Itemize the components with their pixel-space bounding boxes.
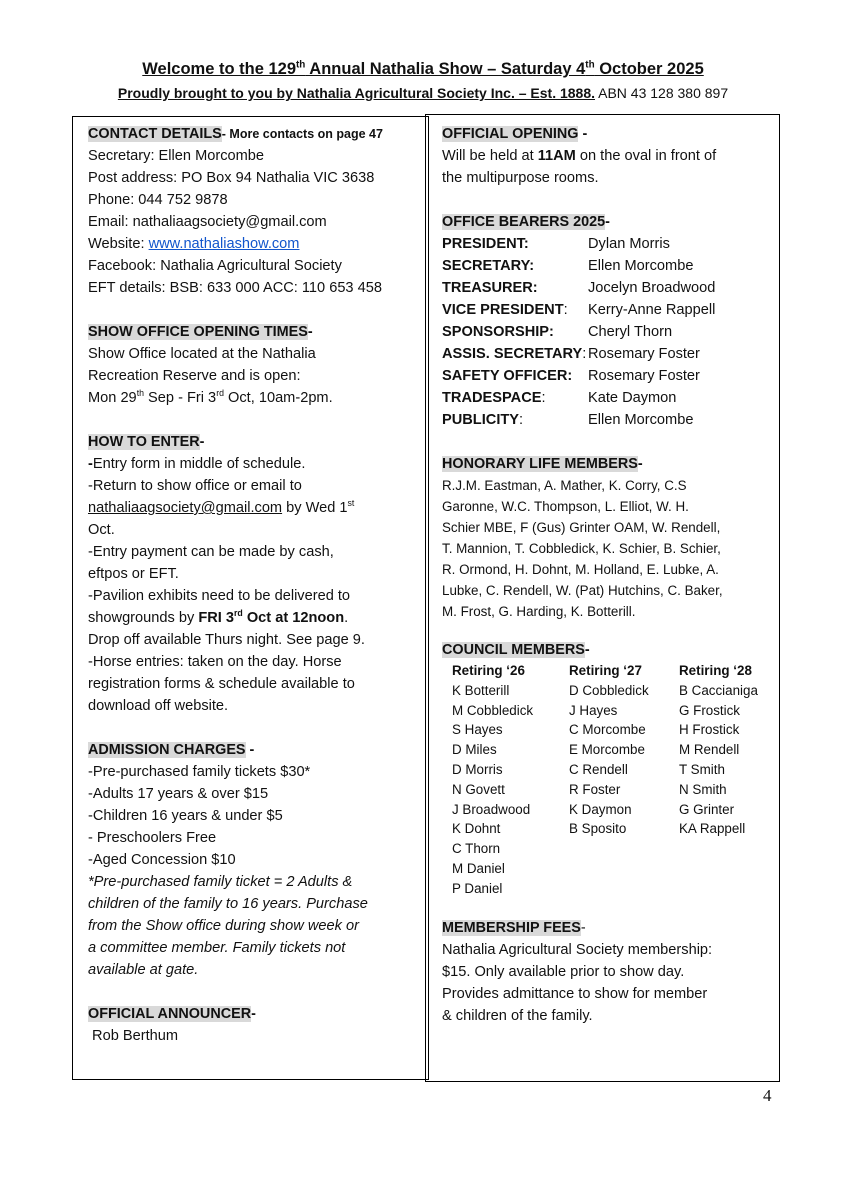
enter-line: -Return to show office or email to: [88, 478, 302, 494]
office-line: Show Office located at the Nathalia: [88, 346, 316, 362]
enter-line: nathaliaagsociety@gmail.com by Wed 1st: [88, 498, 355, 516]
office-heading: SHOW OFFICE OPENING TIMES-: [88, 324, 313, 340]
office-bearer-row: [442, 409, 779, 431]
contact-website: Website: www.nathaliashow.com: [88, 236, 300, 252]
office-bearer-name: Rosemary Foster: [588, 346, 700, 362]
enter-line: Oct.: [88, 522, 115, 538]
council-member: S Hayes: [452, 722, 503, 738]
council-column-header: Retiring ‘26: [452, 663, 525, 678]
council-member: G Frostick: [679, 702, 741, 718]
office-line: Recreation Reserve and is open:: [88, 368, 301, 384]
right-column: [425, 114, 780, 1082]
council-column: [679, 661, 779, 899]
contact-post: Post address: PO Box 94 Nathalia VIC 3638: [88, 170, 375, 186]
office-bearer-row: [442, 365, 779, 387]
office-bearer-role: ASSIS. SECRETARY:: [442, 346, 587, 362]
office-bearer-row: [442, 387, 779, 409]
left-column: [72, 116, 429, 1080]
office-bearer-name: Dylan Morris: [588, 236, 670, 252]
admission-note: available at gate.: [88, 962, 199, 978]
office-bearer-role: PUBLICITY:: [442, 412, 524, 428]
honorary-heading: HONORARY LIFE MEMBERS-: [442, 456, 643, 472]
office-bearer-row: [442, 277, 779, 299]
announcer-name: Rob Berthum: [88, 1028, 179, 1044]
admission-note: a committee member. Family tickets not: [88, 940, 346, 956]
council-member: B Caccianiga: [679, 682, 758, 698]
office-bearer-role: TRADESPACE:: [442, 390, 546, 406]
council-member: C Morcombe: [569, 722, 646, 738]
office-bearer-name: Ellen Morcombe: [588, 258, 694, 274]
bearers-heading: OFFICE BEARERS 2025-: [442, 214, 610, 230]
membership-line: Provides admittance to show for member: [442, 985, 708, 1002]
council-member: D Miles: [452, 742, 497, 758]
opening-line: the multipurpose rooms.: [442, 170, 599, 186]
council-member: K Botterill: [452, 682, 510, 698]
office-bearer-role: SAFETY OFFICER:: [442, 368, 573, 384]
office-bearer-role: SPONSORSHIP:: [442, 324, 554, 340]
admission-heading: ADMISSION CHARGES -: [88, 742, 255, 758]
council-table: [452, 661, 779, 899]
office-bearer-row: [442, 255, 779, 277]
council-member: N Govett: [452, 781, 505, 797]
office-hours: Mon 29th Sep - Fri 3rd Oct, 10am-2pm.: [88, 388, 333, 406]
enter-line: -Horse entries: taken on the day. Horse: [88, 654, 342, 670]
council-column-header: Retiring ‘27: [569, 663, 642, 678]
office-bearer-name: Jocelyn Broadwood: [588, 280, 716, 296]
page-title: Welcome to the 129th Annual Nathalia Show – Saturday 4th October 2025: [142, 59, 704, 78]
honorary-line: Lubke, C. Rendell, W. (Pat) Hutchins, C. Baker,: [442, 583, 723, 598]
enter-line: download off website.: [88, 698, 229, 714]
membership-line: $15. Only available prior to show day.: [442, 963, 685, 980]
enter-line: -Entry form in middle of schedule.: [88, 456, 306, 472]
office-bearer-row: [442, 321, 779, 343]
contact-facebook: Facebook: Nathalia Agricultural Society: [88, 258, 342, 274]
office-bearer-row: [442, 233, 779, 255]
office-bearer-role: TREASURER:: [442, 280, 538, 296]
office-bearer-name: Ellen Morcombe: [588, 412, 694, 428]
council-member: H Frostick: [679, 722, 740, 738]
admission-item: -Children 16 years & under $5: [88, 808, 283, 824]
admission-item: -Adults 17 years & over $15: [88, 786, 269, 802]
council-member: D Cobbledick: [569, 682, 649, 698]
office-bearer-name: Rosemary Foster: [588, 368, 700, 384]
council-member: T Smith: [679, 761, 725, 777]
council-member: E Morcombe: [569, 742, 645, 758]
website-link[interactable]: www.nathaliashow.com: [148, 236, 300, 252]
admission-item: - Preschoolers Free: [88, 830, 217, 846]
admission-note: children of the family to 16 years. Purchase: [88, 896, 368, 912]
contact-eft: EFT details: BSB: 633 000 ACC: 110 653 458: [88, 280, 382, 296]
admission-note: from the Show office during show week or: [88, 918, 359, 934]
membership-heading: MEMBERSHIP FEES-: [442, 919, 586, 936]
office-bearer-role: SECRETARY:: [442, 258, 535, 274]
page-number: 4: [763, 1086, 772, 1105]
office-bearer-role: VICE PRESIDENT:: [442, 302, 568, 318]
enter-line: registration forms & schedule available to: [88, 676, 355, 692]
council-column: [452, 661, 569, 899]
office-bearer-role: PRESIDENT:: [442, 236, 529, 252]
council-member: C Thorn: [452, 841, 501, 857]
honorary-line: R. Ormond, H. Dohnt, M. Holland, E. Lubke, A.: [442, 562, 719, 577]
office-bearer-name: Kerry-Anne Rappell: [588, 302, 716, 318]
office-bearer-row: [442, 299, 779, 321]
honorary-line: T. Mannion, T. Cobbledick, K. Schier, B. Schier,: [442, 541, 721, 556]
admission-note: *Pre-purchased family ticket = 2 Adults &: [88, 874, 353, 890]
opening-heading: OFFICIAL OPENING -: [442, 126, 588, 142]
announcer-heading: OFFICIAL ANNOUNCER-: [88, 1006, 256, 1022]
membership-line: Nathalia Agricultural Society membership:: [442, 941, 713, 958]
enter-line: eftpos or EFT.: [88, 566, 179, 582]
contact-email: Email: nathaliaagsociety@gmail.com: [88, 214, 327, 230]
office-bearer-name: Cheryl Thorn: [588, 324, 673, 340]
council-member: M Daniel: [452, 860, 505, 876]
office-bearer-name: Kate Daymon: [588, 390, 677, 406]
council-member: R Foster: [569, 781, 621, 797]
enter-line: showgrounds by FRI 3rd Oct at 12noon.: [88, 608, 349, 626]
membership-line: & children of the family.: [442, 1007, 593, 1024]
council-member: D Morris: [452, 761, 503, 777]
contact-phone: Phone: 044 752 9878: [88, 192, 228, 208]
council-member: J Broadwood: [452, 801, 531, 817]
council-member: J Hayes: [569, 702, 618, 718]
honorary-line: Garonne, W.C. Thompson, L. Elliot, W. H.: [442, 499, 689, 514]
council-member: B Sposito: [569, 821, 627, 837]
council-member: M Rendell: [679, 742, 740, 758]
honorary-line: Schier MBE, F (Gus) Grinter OAM, W. Rendell,: [442, 520, 721, 535]
council-member: N Smith: [679, 781, 727, 797]
council-member: M Cobbledick: [452, 702, 534, 718]
council-heading: COUNCIL MEMBERS-: [442, 642, 590, 658]
contact-secretary: Secretary: Ellen Morcombe: [88, 148, 265, 164]
council-member: K Dohnt: [452, 821, 501, 837]
enter-line: -Pavilion exhibits need to be delivered to: [88, 588, 351, 604]
enter-heading: HOW TO ENTER-: [88, 434, 205, 450]
opening-line: Will be held at 11AM on the oval in front of: [442, 148, 717, 164]
enter-line: Drop off available Thurs night. See page 9.: [88, 632, 365, 648]
council-member: KA Rappell: [679, 821, 746, 837]
council-member: K Daymon: [569, 801, 632, 817]
contact-heading: CONTACT DETAILS- More contacts on page 47: [88, 126, 383, 142]
admission-item: -Aged Concession $10: [88, 852, 236, 868]
council-column: [569, 661, 679, 899]
email-link[interactable]: nathaliaagsociety@gmail.com: [88, 500, 283, 516]
enter-line: -Entry payment can be made by cash,: [88, 544, 334, 560]
page-subtitle: Proudly brought to you by Nathalia Agricultural Society Inc. – Est. 1888. ABN 43 128 380 897: [117, 85, 729, 101]
council-member: C Rendell: [569, 761, 628, 777]
honorary-line: M. Frost, G. Harding, K. Botterill.: [442, 604, 636, 619]
council-member: P Daniel: [452, 880, 503, 896]
office-bearer-row: [442, 343, 779, 365]
honorary-line: R.J.M. Eastman, A. Mather, K. Corry, C.S: [442, 478, 687, 493]
council-column-header: Retiring ‘28: [679, 663, 752, 678]
admission-item: -Pre-purchased family tickets $30*: [88, 764, 311, 780]
council-member: G Grinter: [679, 801, 735, 817]
